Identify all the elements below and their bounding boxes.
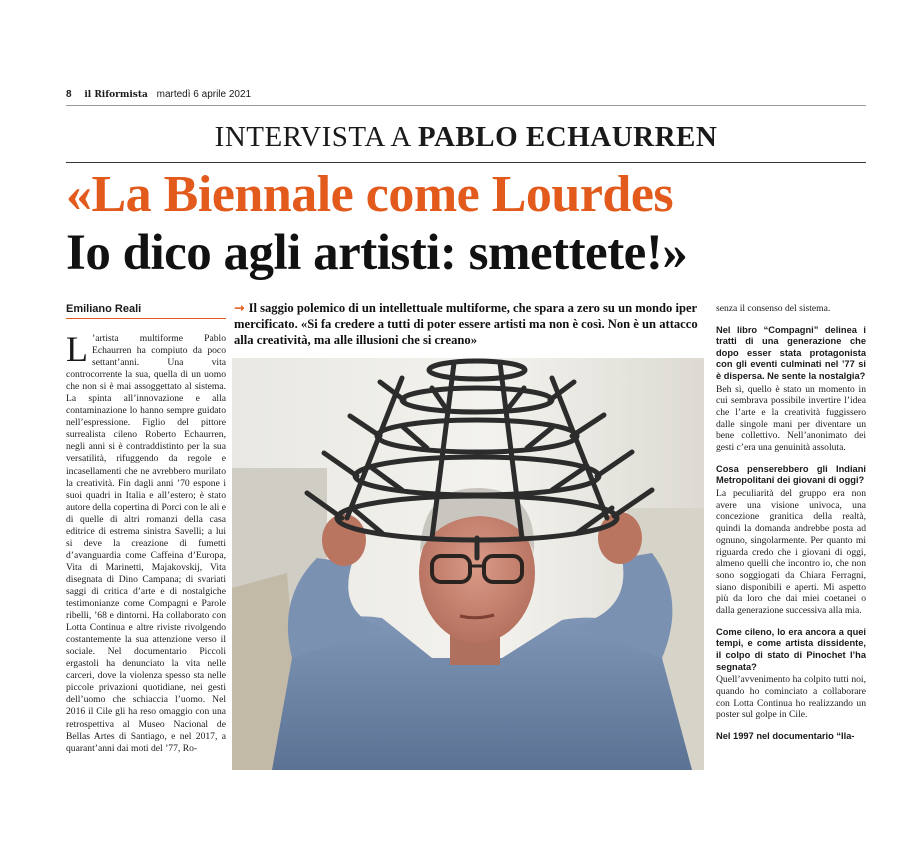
continued-text: senza il consenso del sistema.: [716, 303, 831, 314]
interview-answer: Beh sì, quello è stato un momento in cui sembrava possibile invertire l’idea che l’arte e la creatività fuggissero dalle singole mani per diventare un bene collettivo. Nell’anonimato dei gesti c’era una genuinità assoluta.: [716, 383, 866, 454]
portrait-photo: [232, 358, 704, 770]
issue-date: martedì 6 aprile 2021: [156, 89, 252, 100]
header-rule: [66, 105, 866, 106]
kicker-prefix: INTERVISTA A: [214, 121, 411, 153]
lead-text: ’artista multiforme Pablo Echaurren ha compiuto da poco settant’anni. Una vita controcorrente la sua, quella di un uomo che non si è mai assoggettato al sistema. La spinta all’innovazione e alla contaminazione lo hanno sempre guidato nell’espressione. Figlio del pittore surrealista cileno Roberto Echaurren, negli anni si è contraddistinto per la sua versatilità, rifuggendo da regole e incasellamenti che ne avrebbero murilato la creatività. Fin dagli anni ’70 espone i suoi quadri in Italia e all’estero; è stato autore della copertina di Porci con le ali e di quelle di altri romanzi della casa editrice di estrema sinistra Savelli; a lui si deve la creazione di fumetti d’avanguardia come Caffeina d’Europa, Vita di Marinetti, Majakovskij, Vita disegnata di Dino Campana; di svariati saggi di critica d’arte e di nostalgiche testimonianze come Compagni e Parole ribelli, ’68 e dintorni. Ha collaborato con Lotta Continua e altre riviste rivolgendo costantemente la sua attenzione verso il sociale. Nel documentario Piccoli ergastoli ha denunciato la vita nelle carceri, dove la violenza spesso sta nelle piccole privazioni quotidiane, nei gesti dell’uomo che schiaccia l’uomo. Nel 2016 il Cile gli ha reso omaggio con una retrospettiva al Museo Nacional de Bellas Artes di Santiago, e nel 2017, a quarant’anni dai moti del ’77, Ro-: [66, 333, 226, 754]
interview-kicker: [66, 120, 866, 154]
interview-question: Cosa penserebbero gli Indiani Metropolitani dei giovani di oggi?: [716, 463, 866, 486]
interview-question: Come cileno, lo era ancora a quei tempi, e come artista dissidente, il colpo di stato di Pinochet l’ha segnata?: [716, 626, 866, 672]
masthead-logo: il Riformista: [84, 90, 148, 100]
interview-answer: La peculiarità del gruppo era non avere una visione univoca, una concezione granitica della realtà, quindi la domanda andrebbe posta ad ognuno, singolarmente. Per quanto mi riguarda credo che i giovani di oggi, almeno quelli che incontro io, che non sono soggiogati da Chiara Ferragni, siano disponibili e aperti. Mi aspetto più da loro che dai miei coetanei o dalla generazione successiva alla mia.: [716, 488, 866, 617]
kicker-name: PABLO ECHAURREN: [417, 121, 718, 153]
interview-question: Nel libro “Compagni” delinea i tratti di una generazione che dopo esser stata protagonista con gli eventi culminati nel ’77 si è dispersa. Ne sente la nostalgia?: [716, 324, 866, 382]
left-article-column: [66, 333, 226, 770]
kicker-rule: [66, 162, 866, 163]
interview-question: Nel 1997 nel documentario “Ila-: [716, 731, 855, 741]
deck-text: Il saggio polemico di un intellettuale multiforme, che spara a zero su un mondo iper mercificato. «Si fa credere a tutti di poter essere artisti ma non è così. Non è un attacco alla creatività, ma alle illusioni che si creano»: [234, 301, 698, 347]
interview-answer: Quell’avvenimento ha colpito tutti noi, quando ho cominciato a collaborare con Lotta Continua ho realizzando un poster sul golpe in Cile.: [716, 674, 866, 721]
arrow-right-icon: →: [234, 300, 245, 315]
drop-cap: L: [66, 333, 88, 369]
page-header: [66, 87, 866, 103]
headline-line-2: Io dico agli artisti: smettete!»: [66, 225, 688, 281]
lead-paragraph: [66, 333, 226, 755]
page-bottom-margin: [0, 770, 916, 845]
byline: Emiliano Reali: [66, 302, 226, 319]
right-article-column: [716, 303, 866, 770]
headline-line-1: «La Biennale come Lourdes: [66, 166, 674, 223]
page-number: 8: [66, 89, 72, 100]
article-deck: [234, 300, 704, 348]
